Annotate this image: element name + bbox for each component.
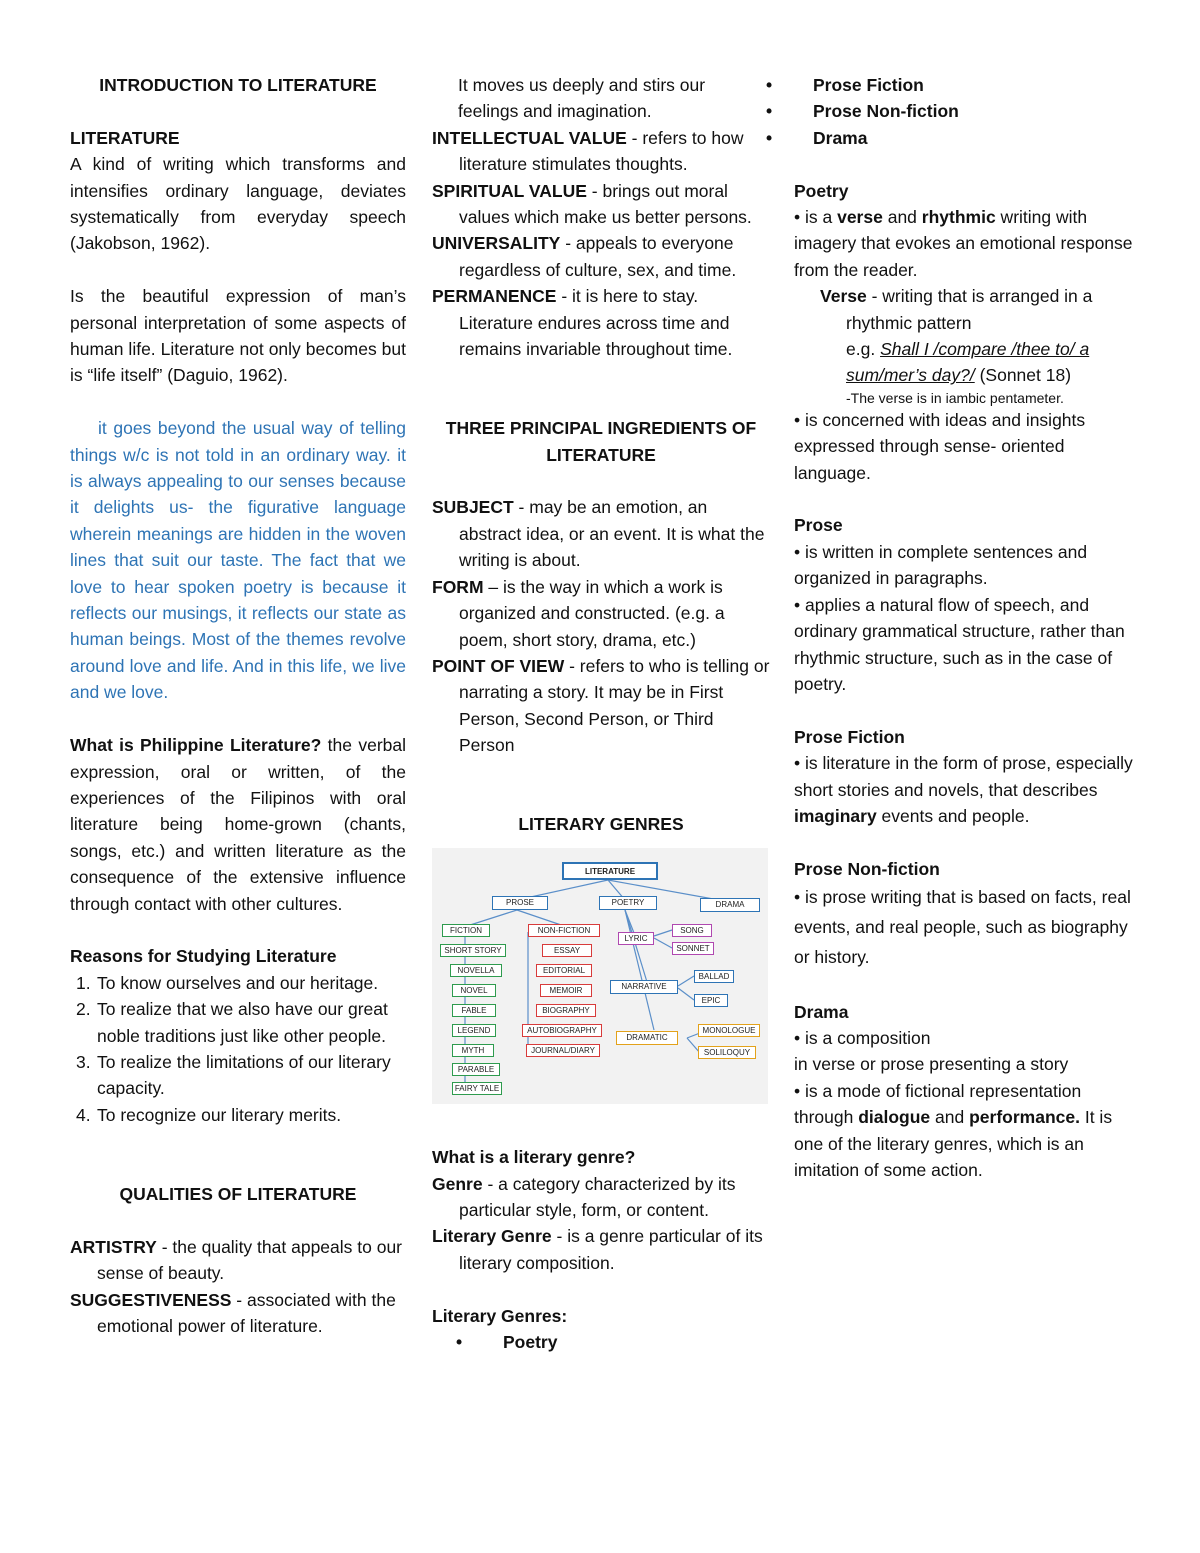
- diagram-node-lyric: LYRIC: [618, 932, 654, 945]
- reason-text: To realize the limitations of our literary capacity.: [97, 1051, 391, 1099]
- quality-suggestiveness: [70, 1287, 406, 1340]
- verse-definition: [794, 283, 1134, 336]
- diagram-node-fiction-item: PARABLE: [452, 1063, 500, 1076]
- quality-artistry: [70, 1234, 406, 1287]
- diagram-node-poetry: POETRY: [599, 896, 657, 910]
- example-source: (Sonnet 18): [974, 365, 1072, 386]
- genres-list-continued: [742, 72, 1134, 151]
- genre-definition: [432, 1171, 770, 1224]
- diagram-node-fiction-item: MYTH: [452, 1044, 494, 1057]
- quality-permanence: [432, 283, 770, 362]
- genre-term: Literary Genre: [432, 1226, 552, 1247]
- text-run: dialogue: [858, 1107, 931, 1128]
- text-run: events and people.: [876, 805, 1030, 826]
- philippine-literature-question: What is Philippine Literature?: [70, 735, 322, 756]
- diagram-node-non-fiction-item: ESSAY: [542, 944, 592, 957]
- quality-intellectual-value: [432, 125, 770, 178]
- text-run: verse: [837, 207, 883, 228]
- prose-heading: Prose: [794, 515, 843, 536]
- diagram-node-narrative-item: BALLAD: [694, 970, 734, 983]
- reason-number: 1.: [76, 972, 91, 993]
- genre-term-definition: - is a genre particular of its literary composition.: [459, 1226, 763, 1273]
- philippine-literature-answer: the verbal expression, oral or written, of the experiences of the Filipinos with oral literature being home-grown (chants, songs, etc.) and written literature as the consequence of the extensive influence through contact with other cultures.: [70, 735, 406, 914]
- ingredient-definition: - may be an emotion, an abstract idea, or an event. It is what the writing is about.: [459, 497, 765, 571]
- quality-definition: - associated with the emotional power of literature.: [97, 1289, 396, 1336]
- philippine-literature-paragraph: [70, 732, 406, 917]
- poetry-bullet-1: [794, 204, 1134, 283]
- diagram-node-fiction-item: SHORT STORY: [440, 944, 506, 957]
- diagram-node-literature: LITERATURE: [562, 862, 658, 880]
- quality-definition: - the quality that appeals to our sense of beauty.: [97, 1236, 403, 1284]
- text-run: • is a: [794, 207, 838, 228]
- page-title: INTRODUCTION TO LITERATURE: [99, 75, 377, 95]
- iambic-note: -The verse is in iambic pentameter.: [846, 389, 1064, 406]
- diagram-node-dramatic: DRAMATIC: [616, 1031, 678, 1045]
- literature-blue-note: it goes beyond the usual way of telling things w/c is not told in an ordinary way. it is always appealing to our senses because it delights us- the figurative language wherein meanings are hidden in the woven lines that suit our taste. The fact that we love to hear spoken poetry is because it reflects our musings, it reflects our state as human beings. Most of the themes revolve around love and life. And in this life, we live and we love.: [70, 418, 406, 703]
- verse-example: [794, 336, 1134, 389]
- text-run: performance.: [969, 1107, 1080, 1128]
- reason-item: [70, 996, 406, 1049]
- diagram-node-narrative-item: EPIC: [694, 994, 728, 1007]
- ingredient-form: [432, 574, 770, 653]
- literary-genre-definition: [432, 1223, 770, 1276]
- text-run: and: [882, 207, 922, 228]
- diagram-node-fiction-item: FABLE: [452, 1004, 496, 1017]
- poetry-bullet-2: • is concerned with ideas and insights expressed through sense- oriented language.: [794, 409, 1086, 483]
- diagram-node-fiction-item: FAIRY TALE: [452, 1082, 502, 1095]
- genres-heading: LITERARY GENRES: [518, 814, 684, 835]
- quality-term: SPIRITUAL VALUE: [432, 180, 587, 201]
- diagram-node-dramatic-item: MONOLOGUE: [698, 1024, 760, 1037]
- diagram-node-narrative: NARRATIVE: [610, 980, 678, 994]
- diagram-node-fiction: FICTION: [442, 924, 490, 937]
- diagram-node-lyric-item: SONNET: [672, 942, 714, 955]
- ingredient-term: POINT OF VIEW: [432, 655, 565, 676]
- prose-non-fiction-bullet: • is prose writing that is based on facts, real events, and real people, such as biography or history.: [794, 887, 1131, 968]
- quality-definition: - it is here to stay. Literature endures across time and remains invariable throughout time.: [459, 286, 733, 360]
- reason-item: [70, 1049, 406, 1102]
- prose-non-fiction-heading: Prose Non-fiction: [794, 858, 940, 879]
- reason-number: 4.: [76, 1104, 91, 1125]
- text-run: writing with imagery that evokes an emotional response from the reader.: [794, 207, 1133, 280]
- reason-number: 2.: [76, 999, 91, 1020]
- ingredient-term: SUBJECT: [432, 497, 514, 518]
- example-line: Shall I /compare /thee to/ a sum/mer’s day?/: [846, 339, 1090, 386]
- text-run: and: [930, 1107, 970, 1128]
- drama-bullet-1-continued: in verse or prose presenting a story: [794, 1054, 1069, 1075]
- drama-bullet-1: • is a composition: [794, 1027, 931, 1048]
- reason-text: To realize that we also have our great noble traditions just like other people.: [97, 999, 388, 1046]
- diagram-node-prose: PROSE: [492, 896, 548, 910]
- reason-text: To recognize our literary merits.: [97, 1104, 342, 1125]
- diagram-node-non-fiction-item: AUTOBIOGRAPHY: [522, 1024, 602, 1037]
- literature-definition-1: A kind of writing which transforms and intensifies ordinary language, deviates systematically from everyday speech (Jakobson, 1962).: [70, 154, 406, 254]
- ingredient-definition: - refers to who is telling or narrating a story. It may be in First Person, Second Person, or Third Person: [459, 655, 770, 756]
- prose-fiction-heading: Prose Fiction: [794, 726, 905, 747]
- reason-number: 3.: [76, 1051, 91, 1072]
- drama-heading: Drama: [794, 1001, 849, 1022]
- reasons-list: [70, 970, 406, 1128]
- verse-term: Verse: [820, 286, 867, 307]
- column-3: [794, 72, 1134, 1183]
- quality-term: ARTISTRY: [70, 1236, 157, 1257]
- diagram-node-non-fiction: NON-FICTION: [528, 924, 600, 937]
- quality-term: PERMANENCE: [432, 286, 557, 307]
- diagram-node-non-fiction-item: BIOGRAPHY: [536, 1004, 596, 1017]
- ingredient-term: FORM: [432, 576, 484, 597]
- quality-definition: - appeals to everyone regardless of culture, sex, and time.: [459, 233, 737, 280]
- diagram-node-fiction-item: LEGEND: [452, 1024, 496, 1037]
- genres-list-item: • Poetry: [432, 1329, 770, 1355]
- quality-definition: - refers to how literature stimulates thoughts.: [459, 127, 744, 175]
- diagram-node-drama: DRAMA: [700, 898, 760, 912]
- text-run: It is one of the literary genres, which is an imitation of some action.: [794, 1107, 1113, 1180]
- column-2: [432, 72, 770, 1355]
- reason-item: [70, 970, 406, 996]
- literature-heading: LITERATURE: [70, 127, 180, 148]
- genre-term-definition: - a category characterized by its particular style, form, or content.: [459, 1173, 736, 1220]
- poetry-heading: Poetry: [794, 180, 849, 201]
- qualities-heading: QUALITIES OF LITERATURE: [119, 1183, 357, 1204]
- literary-genres-diagram: [432, 848, 768, 1104]
- reasons-heading: Reasons for Studying Literature: [70, 946, 337, 967]
- prose-fiction-bullet: [794, 750, 1134, 829]
- reason-text: To know ourselves and our heritage.: [97, 972, 379, 993]
- prose-bullet-1: • is written in complete sentences and organized in paragraphs.: [794, 541, 1088, 589]
- text-run: imaginary: [794, 805, 877, 826]
- genres-list-item: • Drama: [742, 125, 1134, 151]
- quality-term: INTELLECTUAL VALUE: [432, 127, 627, 148]
- text-run: rhythmic: [921, 207, 996, 228]
- quality-definition: - brings out moral values which make us better persons.: [459, 180, 752, 228]
- genres-list-heading: Literary Genres:: [432, 1305, 568, 1326]
- text-run: • is literature in the form of prose, especially short stories and novels, that describes: [794, 753, 1133, 800]
- suggestiveness-continued: It moves us deeply and stirs our feelings and imagination.: [458, 75, 706, 122]
- genres-list: [432, 1329, 770, 1355]
- reason-item: [70, 1102, 406, 1128]
- diagram-node-lyric-item: SONG: [672, 924, 712, 937]
- quality-spiritual-value: [432, 178, 770, 231]
- genre-term: Genre: [432, 1173, 483, 1194]
- prose-bullet-2: • applies a natural flow of speech, and ordinary grammatical structure, rather than rhythmic structure, such as in the case of poetry.: [794, 594, 1125, 694]
- literature-definition-2: Is the beautiful expression of man’s personal interpretation of some aspects of human life. Literature not only becomes but is “life itself” (Daguio, 1962).: [70, 286, 406, 386]
- genres-list-item: • Prose Fiction: [742, 72, 1134, 98]
- genres-list-item: • Prose Non-fiction: [742, 98, 1134, 124]
- ingredient-point-of-view: [432, 653, 770, 759]
- diagram-node-non-fiction-item: EDITORIAL: [536, 964, 592, 977]
- quality-term: UNIVERSALITY: [432, 233, 561, 254]
- diagram-node-non-fiction-item: MEMOIR: [540, 984, 592, 997]
- column-1: [70, 72, 406, 1339]
- ingredient-definition: – is the way in which a work is organized and constructed. (e.g. a poem, short story, drama, etc.): [459, 576, 725, 650]
- quality-universality: [432, 230, 770, 283]
- quality-term: SUGGESTIVENESS: [70, 1289, 232, 1310]
- diagram-node-fiction-item: NOVELLA: [450, 964, 502, 977]
- ingredients-heading: THREE PRINCIPAL INGREDIENTS OF LITERATURE: [445, 418, 757, 465]
- genre-question: What is a literary genre?: [432, 1147, 636, 1168]
- diagram-node-fiction-item: NOVEL: [452, 984, 496, 997]
- verse-term-definition: - writing that is arranged in a rhythmic pattern: [846, 286, 1093, 333]
- diagram-node-non-fiction-item: JOURNAL/DIARY: [526, 1044, 600, 1057]
- text-run: • is a mode of fictional representation through: [794, 1080, 1082, 1128]
- ingredient-subject: [432, 494, 770, 573]
- diagram-node-dramatic-item: SOLILOQUY: [698, 1046, 756, 1059]
- example-prefix: e.g.: [846, 339, 881, 360]
- drama-bullet-2: [794, 1078, 1134, 1184]
